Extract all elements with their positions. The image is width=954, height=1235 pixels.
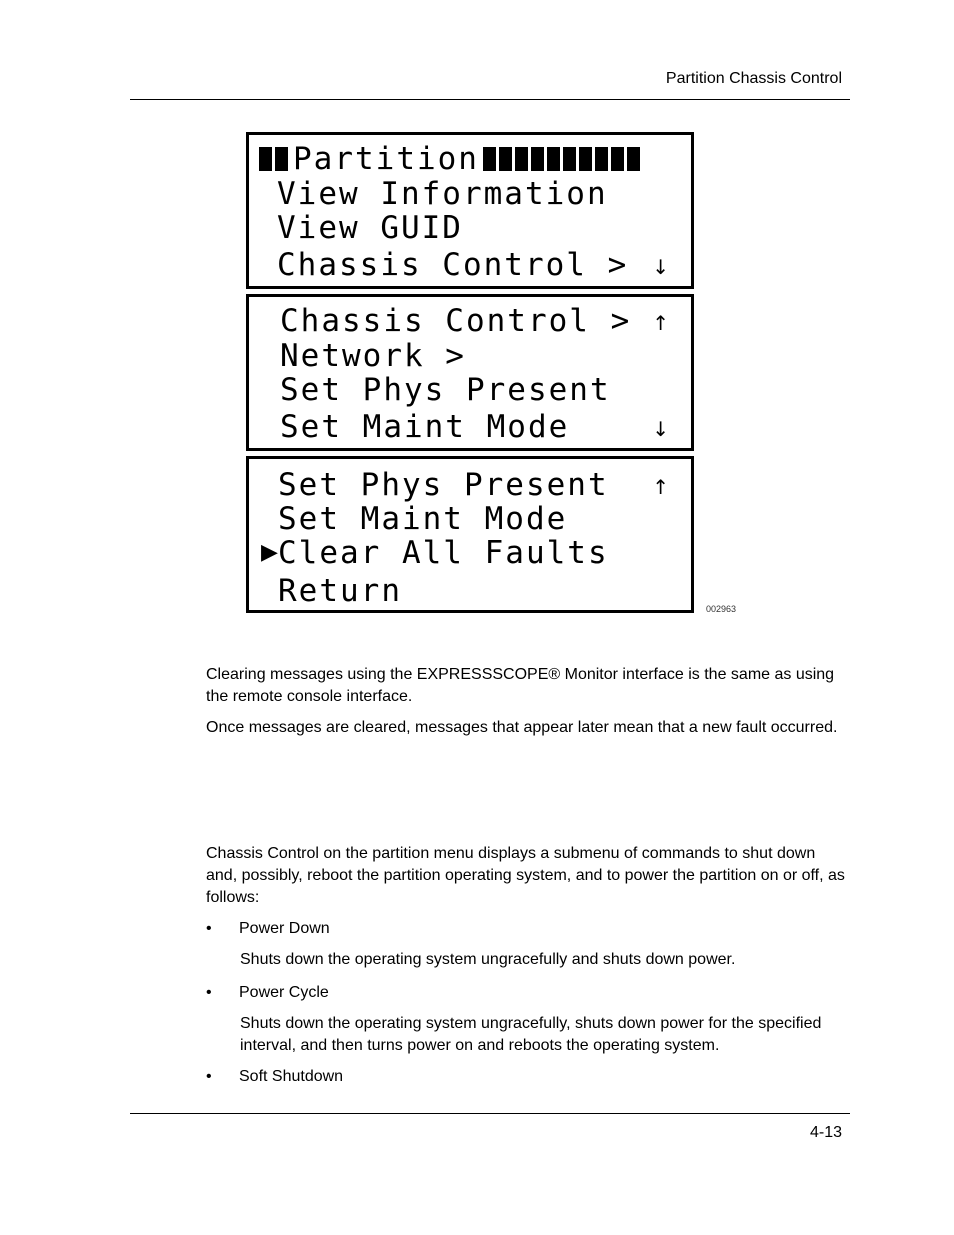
lcd-menu-line: Set Maint Mode ↓ [280, 409, 669, 445]
bullet-description: Shuts down the operating system ungracefully and shuts down power. [240, 951, 736, 968]
down-arrow-icon: ↓ [652, 417, 669, 441]
up-arrow-icon: ↑ [652, 475, 669, 499]
bullet-label: Soft Shutdown [239, 1068, 344, 1085]
figure-id: 002963 [706, 604, 737, 614]
header-rule [130, 99, 850, 100]
lcd-menu-line: Set Maint Mode [278, 501, 568, 537]
lcd-screen-partition [246, 132, 694, 289]
lcd-menu-line: View Information [277, 176, 608, 212]
lcd-menu-line: View GUID [277, 210, 463, 246]
lcd-menu-line-selected: ▶ Clear All Faults [261, 535, 609, 571]
lcd-menu-line: Chassis Control > ↓ [277, 247, 669, 283]
paragraph: Chassis Control on the partition menu displays a submenu of commands to shut down and, possibly, reboot the partition operating system, and to power the partition on or off, as follows: [206, 845, 845, 906]
lcd-menu-line: Set Phys Present ↑ [278, 467, 669, 503]
page-number: 4-13 [809, 1124, 842, 1141]
lcd-menu-line: Return [278, 573, 402, 609]
lcd-menu-line: Chassis Control > ↑ [280, 303, 669, 339]
down-arrow-icon: ↓ [652, 255, 669, 279]
lcd-menu-line: Set Phys Present [280, 372, 611, 408]
lcd-menu-line: Network > [280, 338, 466, 374]
running-header: Partition Chassis Control [665, 70, 842, 87]
lcd-title-row [259, 141, 643, 177]
footer-rule [130, 1113, 850, 1114]
paragraph: Clearing messages using the EXPRESSSCOPE® Monitor interface is the same as using the remote console interface. [206, 666, 835, 705]
cursor-icon: ▶ [261, 540, 278, 565]
lcd-screen-faults [246, 456, 694, 613]
bullet-icon: • [206, 1068, 212, 1085]
lcd-title: Partition [293, 141, 479, 177]
paragraph: Once messages are cleared, messages that appear later mean that a new fault occurred. [206, 719, 838, 736]
bullet-icon: • [206, 984, 212, 1001]
bullet-label: Power Down [239, 920, 330, 937]
lcd-screen-chassis [246, 294, 694, 451]
up-arrow-icon: ↑ [652, 311, 669, 335]
bullet-description: Shuts down the operating system ungracefully, shuts down power for the specified interval, and then turns power on and reboots the operating system. [240, 1015, 822, 1054]
bullet-label: Power Cycle [239, 984, 329, 1001]
bullet-icon: • [206, 920, 212, 937]
